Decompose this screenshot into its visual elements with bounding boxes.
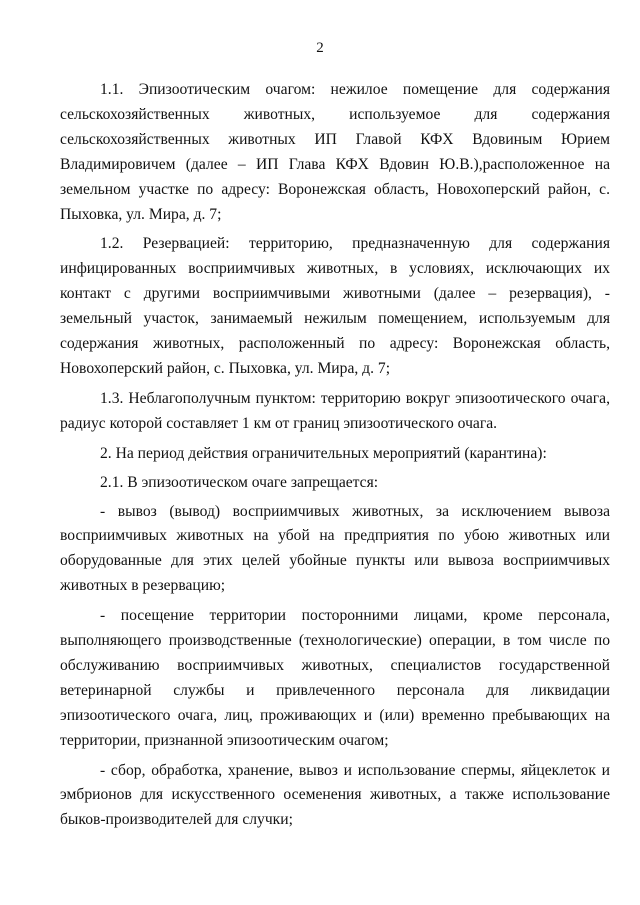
- paragraph-1-2: 1.2. Резервацией: территорию, предназначенную для содержания инфицированных восприимчивых животных, в условиях, исключающих их контакт с другими восприимчивыми животными (далее – резервация), - земельный участок, занимаемый нежилым помещением, используемым для содержания животных, расположенный по адресу: Воронежская область, Новохоперский район, с. Пыховка, ул. Мира, д. 7;: [60, 235, 610, 377]
- paragraph-1-3: 1.3. Неблагополучным пунктом: территорию вокруг эпизоотического очага, радиус которой составляет 1 км от границ эпизоотического очага.: [60, 389, 610, 432]
- page-number: 2: [316, 40, 324, 56]
- list-item-visit-ban: - посещение территории посторонними лицами, кроме персонала, выполняющего производственные (технологические) операции, в том числе по обслуживанию восприимчивых животных, специалистов государственной ветеринарной службы и привлеченного персонала для ликвидации эпизоотического очага, лиц, проживающих и (или) временно пребывающих на территории, признанной эпизоотическим очагом;: [60, 607, 610, 749]
- list-item-semen-ban: - сбор, обработка, хранение, вывоз и использование спермы, яйцеклеток и эмбрионов для искусственного осеменения животных, а также использование быков-производителей для случки;: [60, 761, 610, 829]
- paragraph-2: 2. На период действия ограничительных мероприятий (карантина):: [100, 444, 547, 462]
- paragraph-1-1: 1.1. Эпизоотическим очагом: нежилое помещение для содержания сельскохозяйственных животных, используемое для содержания сельскохозяйственных животных ИП Главой КФХ Вдовиным Юрием Владимировичем (далее – ИП Глава КФХ Вдовин Ю.В.),расположенное на земельном участке по адресу: Воронежская область, Новохоперский район, с. Пыховка, ул. Мира, д. 7;: [60, 81, 610, 223]
- paragraph-2-1: 2.1. В эпизоотическом очаге запрещается:: [100, 473, 379, 491]
- list-item-export-ban: - вывоз (вывод) восприимчивых животных, за исключением вывоза восприимчивых животных на убой на предприятия по убою животных или оборудованные для этих целей убойные пункты или вывоза восприимчивых животных в резервацию;: [60, 502, 610, 595]
- document-body: [60, 78, 610, 838]
